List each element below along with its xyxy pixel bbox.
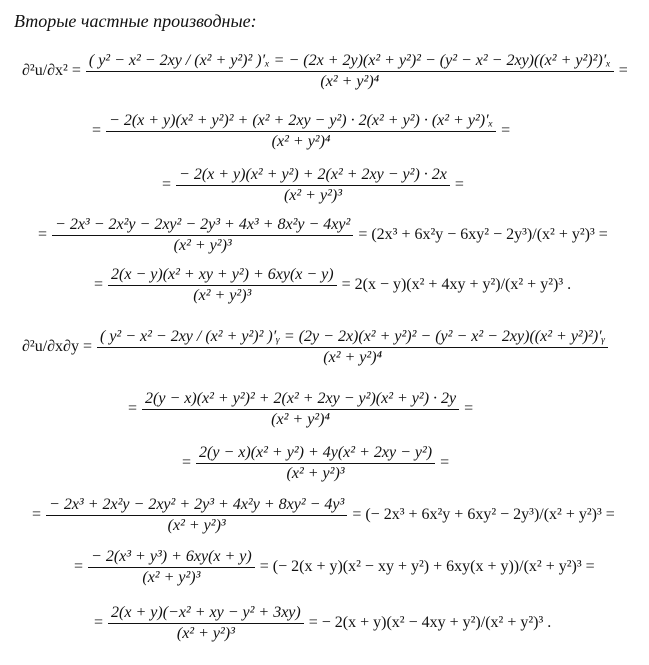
lhs: = <box>38 226 48 243</box>
numerator: ( y² − x² − 2xy / (x² + y²)² )′ᵧ = (2y − 2x)(x² + y²)² − (y² − x² − 2xy)((x² + y²)²)′ᵧ <box>97 327 608 348</box>
lhs: = <box>182 454 192 471</box>
denominator: (x² + y²)³ <box>167 516 226 534</box>
equation-line-7 <box>126 382 546 436</box>
lhs: = <box>92 122 102 139</box>
lhs: = <box>162 176 172 193</box>
tail: = <box>501 122 511 139</box>
equation-line-11 <box>92 596 572 650</box>
fraction <box>52 215 353 256</box>
equation-line-10 <box>72 540 602 594</box>
lhs: ∂²u/∂x∂y = <box>22 338 92 355</box>
tail: = <box>440 454 450 471</box>
equation-line-4 <box>36 208 636 262</box>
lhs: = <box>128 400 138 417</box>
denominator: (x² + y²)³ <box>193 286 252 304</box>
tail: = <box>454 176 464 193</box>
fraction <box>176 165 450 206</box>
fraction <box>86 51 614 92</box>
denominator: (x² + y²)⁴ <box>271 132 331 150</box>
tail: = 2(x − y)(x² + 4xy + y²)/(x² + y²)³ . <box>341 276 572 293</box>
denominator: (x² + y²)³ <box>286 464 345 482</box>
numerator: ( y² − x² − 2xy / (x² + y²)² )′ₓ = − (2x + 2y)(x² + y²)² − (y² − x² − 2xy)((x² + y²)²)′ₓ <box>86 51 614 72</box>
equation-line-6 <box>20 320 640 374</box>
denominator: (x² + y²)³ <box>176 624 235 642</box>
lhs: = <box>32 506 42 523</box>
tail: = − 2(x + y)(x² − 4xy + y²)/(x² + y²)³ . <box>308 614 552 631</box>
lhs: = <box>74 558 84 575</box>
numerator: 2(x + y)(−x² + xy − y² + 3xy) <box>108 603 304 624</box>
fraction <box>97 327 608 368</box>
numerator: − 2(x + y)(x² + y²)² + (x² + 2xy − y²) · 2(x² + y²) · (x² + y²)′ₓ <box>106 111 496 132</box>
tail: = (2x³ + 6x²y − 6xy² − 2y³)/(x² + y²)³ = <box>358 226 608 243</box>
denominator: (x² + y²)³ <box>142 568 201 586</box>
tail: = <box>464 400 474 417</box>
fraction <box>88 547 255 588</box>
tail: = (− 2(x + y)(x² − xy + y²) + 6xy(x + y))/(x² + y²)³ = <box>259 558 595 575</box>
lhs: = <box>94 614 104 631</box>
numerator: − 2x³ − 2x²y − 2xy² − 2y³ + 4x³ + 8x²y − 4xy² <box>52 215 353 236</box>
fraction <box>46 495 347 536</box>
numerator: 2(x − y)(x² + xy + y²) + 6xy(x − y) <box>108 265 337 286</box>
page-heading: Вторые частные производные: <box>14 11 257 31</box>
numerator: 2(y − x)(x² + y²) + 4y(x² + 2xy − y²) <box>196 443 435 464</box>
fraction <box>196 443 435 484</box>
numerator: 2(y − x)(x² + y²)² + 2(x² + 2xy − y²)(x² + y²) · 2y <box>142 389 459 410</box>
fraction <box>106 111 496 152</box>
equation-line-3 <box>160 158 540 212</box>
numerator: − 2(x + y)(x² + y²) + 2(x² + 2xy − y²) · 2x <box>176 165 450 186</box>
denominator: (x² + y²)³ <box>283 186 342 204</box>
denominator: (x² + y²)⁴ <box>323 348 383 366</box>
denominator: (x² + y²)⁴ <box>271 410 330 428</box>
fraction <box>108 603 304 644</box>
equation-line-8 <box>180 436 510 490</box>
fraction <box>142 389 459 430</box>
fraction <box>108 265 337 306</box>
denominator: (x² + y²)³ <box>173 236 232 254</box>
equation-line-2 <box>90 104 630 158</box>
lhs: ∂²u/∂x² = <box>22 62 81 79</box>
tail: = (− 2x³ + 6x²y + 6xy² − 2y³)/(x² + y²)³ = <box>352 506 615 523</box>
equation-line-5 <box>92 258 612 312</box>
numerator: − 2(x³ + y³) + 6xy(x + y) <box>88 547 255 568</box>
denominator: (x² + y²)⁴ <box>320 72 380 90</box>
tail: = <box>618 62 628 79</box>
equation-line-9 <box>30 488 640 542</box>
lhs: = <box>94 276 104 293</box>
numerator: − 2x³ + 2x²y − 2xy² + 2y³ + 4x²y + 8xy² − 4y³ <box>46 495 347 516</box>
equation-line-1 <box>20 44 640 98</box>
